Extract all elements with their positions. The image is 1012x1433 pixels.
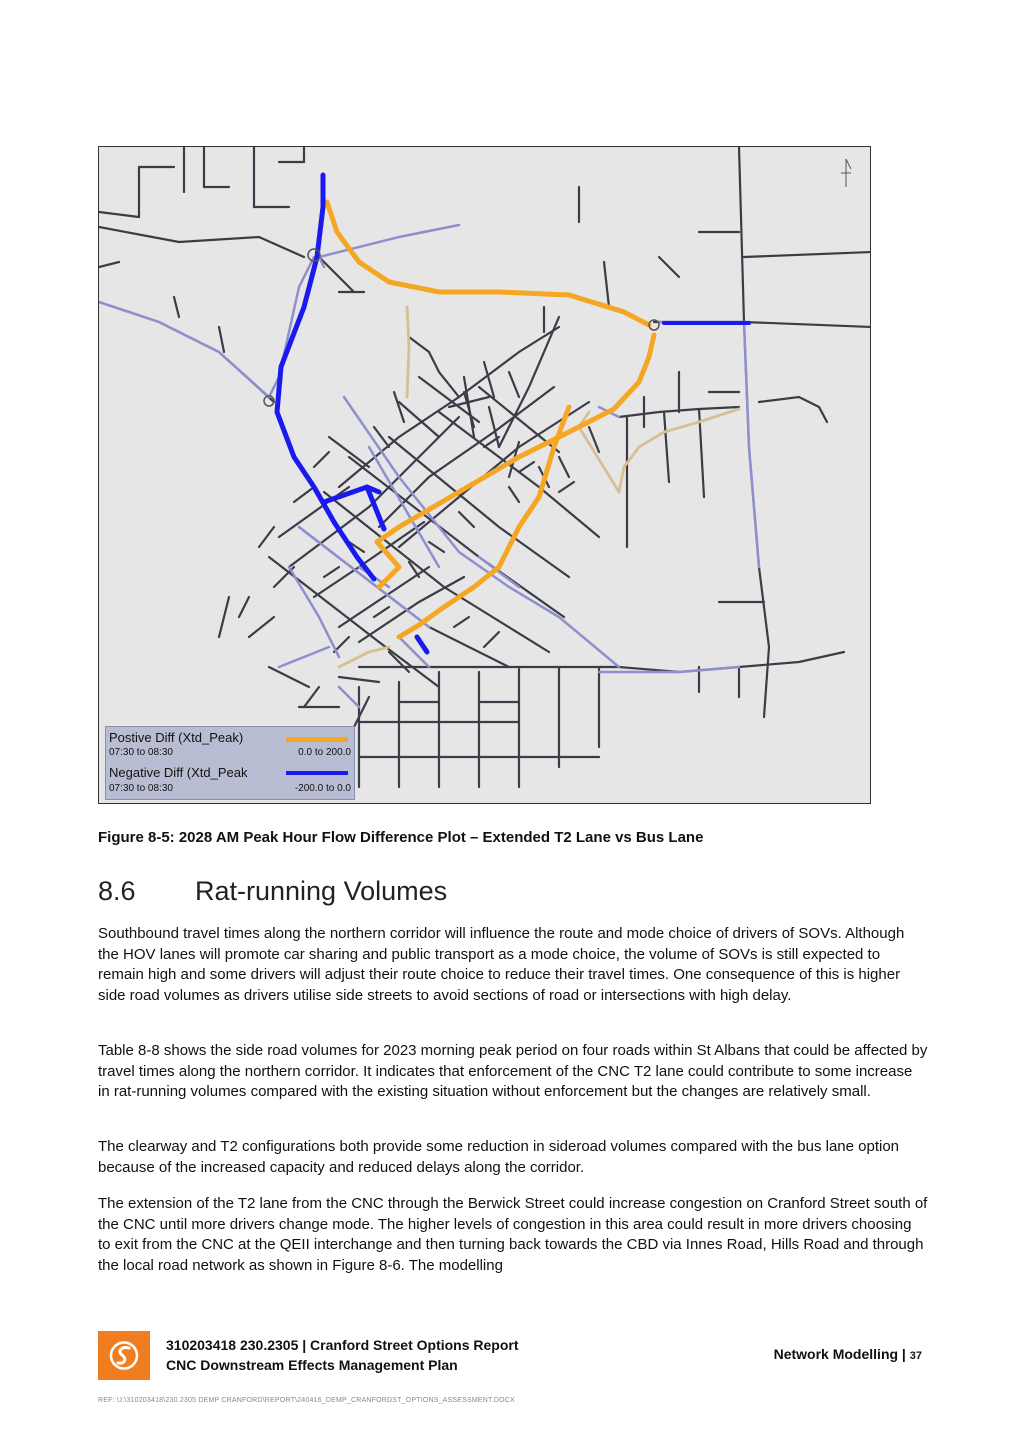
section-heading <box>98 876 447 907</box>
flow-difference-map <box>98 146 871 804</box>
company-logo-icon <box>98 1331 150 1380</box>
legend-negative-period: 07:30 to 08:30 <box>109 783 173 794</box>
paragraph: The extension of the T2 lane from the CNC through the Berwick Street could increase congestion on Cranford Street south of the CNC until more drivers change mode. The higher levels of congestion in this area could result in more drivers choosing to exit from the CNC at the QEII interchange and then turning back towards the CBD via Innes Road, Hills Road and through the local road network as shown in Figure 8-6. The modelling <box>98 1195 928 1274</box>
legend-positive-title: Postive Diff (Xtd_Peak) <box>109 730 244 745</box>
legend-positive-range: 0.0 to 200.0 <box>298 747 351 758</box>
north-arrow-icon <box>841 159 851 187</box>
page-number: 37 <box>909 1350 922 1362</box>
footer-report-reference <box>166 1335 519 1375</box>
figure-caption: Figure 8-5: 2028 AM Peak Hour Flow Difference Plot – Extended T2 Lane vs Bus Lane <box>98 829 704 846</box>
legend-negative-title: Negative Diff (Xtd_Peak <box>109 765 248 780</box>
paragraph: Southbound travel times along the northern corridor will influence the route and mode choice of drivers of SOVs. Although the HOV lanes will promote car sharing and public transport as a mode choice, the volume of SOVs is still expected to remain high and some drivers will adjust their route choice to reduce their travel times. One consequence of this is higher side road volumes as drivers utilise side streets to avoid sections of road or intersections with high delay. <box>98 925 905 1004</box>
footer-report-line2: CNC Downstream Effects Management Plan <box>166 1357 458 1373</box>
paragraph: Table 8-8 shows the side road volumes for 2023 morning peak period on four roads within St Albans that could be affected by travel times along the northern corridor. It indicates that enforcement of the CNC T2 lane could contribute to some increase in rat-running volumes compared with the existing situation without enforcement but the changes are relatively small. <box>98 1042 928 1100</box>
minor-change-roads <box>99 225 759 707</box>
section-number: 8.6 <box>98 876 136 906</box>
legend-negative-swatch <box>286 771 348 775</box>
legend-positive-swatch <box>286 737 348 742</box>
section-title: Rat-running Volumes <box>195 876 448 906</box>
footer-section-label: Network Modelling <box>773 1346 899 1362</box>
footer-section-page: Network Modelling | 37 <box>773 1346 922 1362</box>
map-legend <box>105 726 355 800</box>
roundabouts <box>264 249 659 406</box>
footer-file-path: REF: U:\310203418\230.2305 DEMP CRANFORD\REPORT\240416_DEMP_CRANFORDST_OPTIONS_ASSESSMENT.DOCX <box>98 1397 515 1404</box>
legend-negative-range: -200.0 to 0.0 <box>294 783 351 794</box>
paragraph: The clearway and T2 configurations both provide some reduction in sideroad volumes compared with the bus lane option because of the increased capacity and reduced delays along the corridor. <box>98 1138 900 1176</box>
footer-report-line1: 310203418 230.2305 | Cranford Street Options Report <box>166 1337 519 1353</box>
road-network-map <box>99 147 871 804</box>
road-network <box>99 147 871 787</box>
legend-positive-period: 07:30 to 08:30 <box>109 747 173 758</box>
